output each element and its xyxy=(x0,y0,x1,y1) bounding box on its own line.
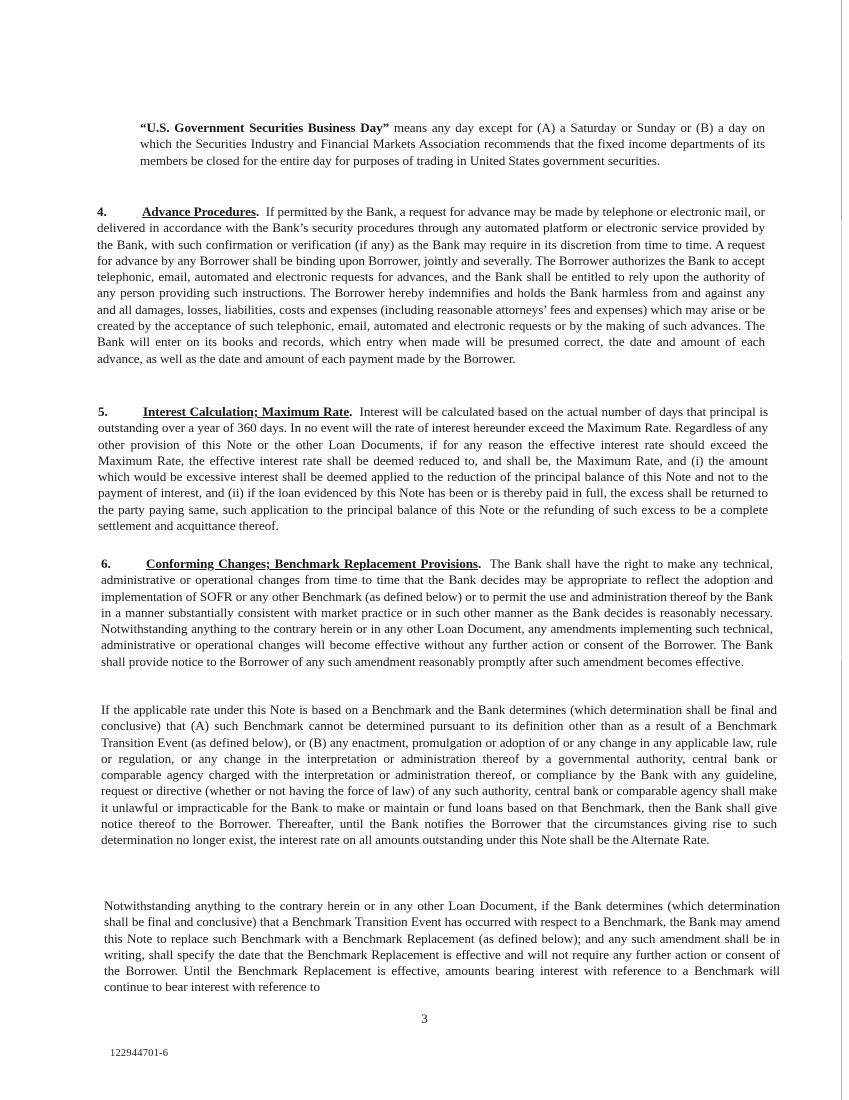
section-6-heading-period: . xyxy=(477,556,482,571)
section-5 xyxy=(98,404,768,534)
section-4-number: 4. xyxy=(97,204,107,219)
section-6-text: The Bank shall have the right to make any technical, administrative or operational changes from time to time that the Bank decides may be appropriate to reflect the adoption and implementation of SOFR or any other Benchmark (as defined below) or to permit the use and administration thereof by the Bank in a manner substantially consistent with market practice or in such other manner as the Bank decides is reasonably necessary. Notwithstanding anything to the contrary herein or in any other Loan Document, any amendments implementing such technical, administrative or operational changes will become effective without any further action or consent of the Borrower. The Bank shall provide notice to the Borrower of any such amendment reasonably promptly after such amendment becomes effective. xyxy=(101,556,773,669)
section-5-heading-period: . xyxy=(349,404,353,419)
section-4-heading-period: . xyxy=(255,204,260,219)
page-number: 3 xyxy=(421,1011,428,1026)
document-id: 122944701-6 xyxy=(110,1048,169,1059)
section-4-text: If permitted by the Bank, a request for advance may be made by telephone or electronic mail, or delivered in accordance with the Bank’s security procedures through any automated platform or electronic service provided by the Bank, with such confirmation or verification (if any) as the Bank may require in its discretion from time to time. A request for advance by any Borrower shall be binding upon Borrower, jointly and severally. The Borrower authorizes the Bank to accept telephonic, email, automated and electronic requests for advances, and the Bank shall be entitled to rely upon the authority of any person providing such instructions. The Borrower hereby indemnifies and holds the Bank harmless from and against any and all damages, losses, liabilities, costs and expenses (including reasonable attorneys’ fees and expenses) which may arise or be created by the acceptance of such telephonic, email, automated and electronic requests or by the making of such advances. The Bank will enter on its books and records, which entry when made will be presumed correct, the date and amount of each advance, as well as the date and amount of each payment made by the Borrower. xyxy=(97,204,765,366)
definition-paragraph xyxy=(140,120,765,169)
section-6 xyxy=(101,556,773,670)
section-4 xyxy=(97,204,765,367)
defined-term: “U.S. Government Securities Business Day” xyxy=(140,120,390,135)
section-4-heading: Advance Procedures xyxy=(142,204,256,219)
section-6-heading: Conforming Changes; Benchmark Replacement Provisions xyxy=(146,556,478,571)
benchmark-replacement-paragraph: Notwithstanding anything to the contrary herein or in any other Loan Document, if the Bank determines (which determination shall be final and conclusive) that a Benchmark Transition Event has occurred with respect to a Benchmark, the Bank may amend this Note to replace such Benchmark with a Benchmark Replacement (as defined below); and any such amendment shall be in writing, shall specify the date that the Benchmark Replacement is effective and will not require any further action or consent of the Borrower. Until the Benchmark Replacement is effective, amounts bearing interest with reference to a Benchmark will continue to bear interest with reference to xyxy=(104,898,780,995)
section-5-number: 5. xyxy=(98,404,108,419)
scan-edge-line xyxy=(841,0,842,1100)
section-5-heading: Interest Calculation; Maximum Rate xyxy=(143,404,350,419)
section-5-text: Interest will be calculated based on the actual number of days that principal is outstanding over a year of 360 days. In no event will the rate of interest hereunder exceed the Maximum Rate. Regardless of any other provision of this Note or the other Loan Documents, if for any reason the effective interest rate should exceed the Maximum Rate, the effective interest rate shall be deemed reduced to, and shall be, the Maximum Rate, and (i) the amount which would be excessive interest shall be deemed applied to the reduction of the principal balance of this Note and not to the payment of interest, and (ii) if the loan evidenced by this Note has been or is thereby paid in full, the excess shall be returned to the party paying same, such application to the principal balance of this Note or the refunding of such excess to be a complete settlement and acquittance thereof. xyxy=(98,404,768,534)
section-6-number: 6. xyxy=(101,556,111,571)
definition-text: means any day except for (A) a Saturday or Sunday or (B) a day on which the Securities Industry and Financial Markets Association recommends that the fixed income departments of its members be closed for the entire day for purposes of trading in United States government securities. xyxy=(140,120,765,168)
benchmark-unavailability-paragraph: If the applicable rate under this Note is based on a Benchmark and the Bank determines (which determination shall be final and conclusive) that (A) such Benchmark cannot be determined pursuant to its definition other than as a result of a Benchmark Transition Event (as defined below), or (B) any enactment, promulgation or adoption of or any change in any applicable law, rule or regulation, or any change in the interpretation or administration thereof by a governmental authority, central bank or comparable agency charged with the interpretation or administration thereof, or compliance by the Bank with any guideline, request or directive (whether or not having the force of law) of any such authority, central bank or comparable agency shall make it unlawful or impracticable for the Bank to make or maintain or fund loans based on that Benchmark, then the Bank shall give notice thereof to the Borrower. Thereafter, until the Bank notifies the Borrower that the circumstances giving rise to such determination no longer exist, the interest rate on all amounts outstanding under this Note shall be the Alternate Rate. xyxy=(101,702,777,848)
